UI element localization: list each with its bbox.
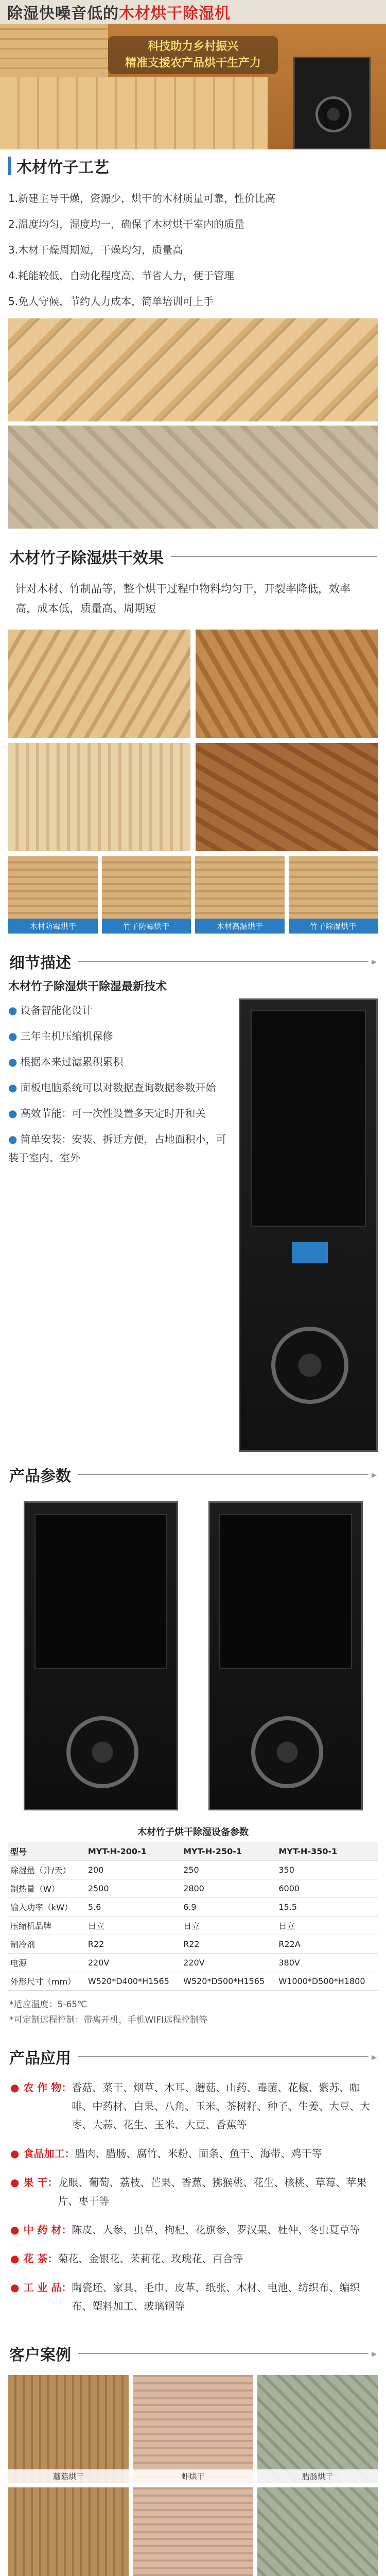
table-row [8, 1879, 378, 1898]
detail-section [0, 978, 386, 1452]
bullet-icon: ● [8, 1056, 17, 1068]
table-cell: 6.9 [181, 1898, 276, 1917]
craft-item: 5.免人守候，节约人力成本，简单培训可上手 [8, 295, 214, 308]
table-header-row [8, 1842, 378, 1861]
product-row [10, 2144, 376, 2163]
table-cell: R22 [86, 1935, 181, 1954]
craft-section [0, 155, 386, 534]
product-category: 果 干： [23, 2176, 58, 2189]
detail-text [8, 978, 234, 1452]
hero-machine-image [293, 57, 371, 149]
case-photo [8, 2375, 129, 2483]
params-notes [0, 1991, 386, 2034]
heading-divider [78, 1474, 369, 1475]
table-cell: 220V [86, 1954, 181, 1972]
table-cell: 15.5 [276, 1898, 378, 1917]
case-label: 虾烘干 [133, 2469, 253, 2483]
machine-panel [251, 1010, 366, 1227]
craft-title: 木材竹子工艺 [16, 159, 109, 177]
detail-machine-image [239, 998, 378, 1452]
table-cell: 日立 [86, 1917, 181, 1935]
product-category: 花 茶： [23, 2252, 58, 2265]
table-cell: 日立 [276, 1917, 378, 1935]
case-photo [133, 2375, 253, 2483]
fan-icon [315, 96, 352, 132]
table-cell: R22 [181, 1935, 276, 1954]
craft-list [8, 185, 378, 314]
products-title: 产品应用 [9, 2049, 71, 2067]
product-items: 腊肉、腊肠、腐竹、米粉、面条、鱼干、海带、鸡干等 [75, 2147, 322, 2160]
product-row [10, 2173, 376, 2210]
table-cell: 除湿量（升/天） [8, 1861, 86, 1879]
product-row [10, 2078, 376, 2134]
effect-photo-grid [0, 624, 386, 856]
bullet-icon: ● [10, 2081, 20, 2094]
effect-thumbs [0, 856, 386, 939]
products-list [0, 2073, 386, 2331]
product-items: 龙眼、葡萄、荔枝、芒果、香蕉、猕猴桃、花生、核桃、草莓、苹果片、枣干等 [58, 2176, 367, 2207]
params-heading [0, 1452, 386, 1491]
detail-point [8, 1104, 234, 1123]
case-photo [257, 2375, 378, 2483]
table-cell: 制冷剂 [8, 1935, 86, 1954]
bullet-icon: ● [8, 1030, 17, 1042]
table-cell: 输入功率（kW） [8, 1898, 86, 1917]
effect-photo [196, 743, 378, 851]
bullet-icon: ● [10, 2224, 20, 2236]
product-category: 农 作 物： [23, 2081, 72, 2094]
detail-title: 细节描述 [9, 954, 71, 972]
hero-slogan [108, 36, 278, 74]
effect-thumb [289, 856, 378, 934]
hero-banner [0, 0, 386, 149]
effect-photo [8, 743, 190, 851]
bullet-icon: ● [10, 2252, 20, 2265]
effect-photo [8, 630, 190, 738]
wood-stack-photo [8, 318, 378, 421]
table-cell: 5.6 [86, 1898, 181, 1917]
effect-title: 木材竹子除湿烘干效果 [9, 549, 164, 567]
table-row [8, 1935, 378, 1954]
table-header: 型号 [8, 1842, 86, 1861]
params-machines [0, 1491, 386, 1821]
effect-thumb [8, 856, 98, 934]
product-items: 菊花、金银花、茉莉花、玫瑰花、百合等 [58, 2252, 243, 2265]
effect-photo [196, 630, 378, 738]
table-row [8, 1898, 378, 1917]
table-cell: 压缩机品牌 [8, 1917, 86, 1935]
table-cell: 电源 [8, 1954, 86, 1972]
fan-icon [66, 1716, 138, 1788]
detail-point-text: 三年主机压缩机保修 [20, 1030, 113, 1042]
table-header: MYT-H-200-1 [86, 1842, 181, 1861]
product-items: 陶瓷坯、家具、毛巾、皮革、纸张、木材、电池、纺织布、编织布、塑料加工、玻璃钢等 [72, 2281, 360, 2312]
product-category: 工 业 品： [23, 2281, 72, 2294]
hero-slogan-line-2: 精准支援农产品烘干生产力 [125, 57, 261, 70]
table-cell: 2500 [86, 1879, 181, 1898]
params-table-title: 木材竹子烘干除湿设备参数 [137, 1827, 249, 1838]
machine-image [208, 1501, 363, 1810]
effect-heading [0, 534, 386, 573]
detail-point-text: 根据本来过滤累积累积 [20, 1056, 124, 1068]
product-items: 香菇、菜干、烟草、木耳、蘑菇、山药、毒菌、花椒、紫苏、咖啡、中药材、白果、八角、玉米、茶树籽、种子、生姜、大豆、大枣、大蒜、花生、玉米、大豆、香蕉等 [72, 2081, 371, 2131]
bullet-icon: ● [8, 1004, 17, 1016]
table-cell: W1000*D500*H1800 [276, 1972, 378, 1991]
table-cell: W520*D400*H1565 [86, 1972, 181, 1991]
table-row [8, 1954, 378, 1972]
arrow-right-icon: ▸ [371, 955, 377, 968]
craft-heading [8, 155, 378, 177]
table-cell: W520*D500*H1565 [181, 1972, 276, 1991]
table-cell: 380V [276, 1954, 378, 1972]
table-cell: 制热量（W） [8, 1879, 86, 1898]
wood-kiln-photo [8, 426, 378, 529]
detail-point [8, 1027, 234, 1045]
bullet-icon: ● [8, 1133, 17, 1145]
params-table [8, 1842, 378, 1991]
hero-title [7, 1, 231, 23]
detail-headline: 木材竹子除湿烘干除湿最新技术 [8, 980, 167, 993]
table-cell: 200 [86, 1861, 181, 1879]
bullet-icon: ● [10, 2147, 20, 2160]
params-title: 产品参数 [9, 1467, 71, 1485]
table-cell: 日立 [181, 1917, 276, 1935]
thumb-label: 木材高温烘干 [195, 919, 285, 934]
bullet-icon: ● [8, 1081, 17, 1094]
case-label: 腊肠烘干 [257, 2469, 378, 2483]
thumb-label: 竹子除湿烘干 [289, 919, 378, 934]
detail-point [8, 1001, 234, 1020]
table-row [8, 1972, 378, 1991]
table-cell: 6000 [276, 1879, 378, 1898]
craft-item: 1.新建主导干燥，资源少，烘干的木材质量可靠，性价比高 [8, 192, 276, 205]
heading-divider [78, 2056, 369, 2057]
arrow-right-icon: ▸ [371, 1468, 377, 1481]
case-label: 蘑菇烘干 [8, 2469, 129, 2483]
detail-heading [0, 939, 386, 978]
detail-point-text: 高效节能：可一次性设置多天定时开和关 [20, 1107, 206, 1120]
bullet-icon: ● [10, 2176, 20, 2189]
thumb-label: 竹子防霉烘干 [102, 919, 191, 934]
hero-slogan-line-1: 科技助力乡村振兴 [147, 40, 238, 53]
detail-point-text: 设备智能化设计 [20, 1004, 93, 1016]
arrow-right-icon: ▸ [371, 2050, 377, 2063]
params-note: *可定制远程控制：带离开机，手机WIFI远程控制等 [9, 2015, 208, 2025]
bullet-icon: ● [8, 1107, 17, 1120]
hero-title-bar [0, 0, 386, 24]
craft-item: 4.耗能较低，自动化程度高，节省人力，便于管理 [8, 269, 235, 282]
effect-thumb [195, 856, 285, 934]
fan-icon [271, 1327, 348, 1404]
cases-heading [0, 2331, 386, 2370]
heading-divider [78, 961, 369, 962]
craft-item: 3.木材干燥周期短，干燥均匀，质量高 [8, 244, 183, 256]
product-row [10, 2249, 376, 2268]
case-photo [8, 2487, 129, 2576]
table-header: MYT-H-350-1 [276, 1842, 378, 1861]
detail-point [8, 1130, 234, 1167]
product-items: 陈皮、人参、虫草、枸杞、花旗参、罗汉果、杜仲、冬虫夏草等 [72, 2224, 360, 2236]
bullet-icon: ● [10, 2281, 20, 2294]
effect-thumb [102, 856, 191, 934]
heading-accent-bar [8, 157, 11, 175]
table-cell: 350 [276, 1861, 378, 1879]
params-note: *适应温度：5-65℃ [9, 1999, 87, 2010]
machine-image [24, 1501, 178, 1810]
detail-point [8, 1078, 234, 1097]
hero-title-prefix: 除湿快噪音低的 [7, 5, 119, 23]
heading-divider [171, 556, 377, 557]
thumb-label: 木材防霉烘干 [8, 919, 98, 934]
table-cell: 外形尺寸（mm） [8, 1972, 86, 1991]
product-row [10, 2278, 376, 2315]
table-cell: R22A [276, 1935, 378, 1954]
craft-item: 2.温度均匀，湿度均一，确保了木材烘干室内的质量 [8, 218, 245, 230]
case-photo [257, 2487, 378, 2576]
effect-description: 针对木材、竹制品等，整个烘干过程中物料均匀干，开裂率降低，效率高，成本低，质量高、周期短 [15, 583, 350, 615]
table-row [8, 1917, 378, 1935]
control-screen [292, 1242, 328, 1263]
product-row [10, 2221, 376, 2239]
cases-grid [0, 2370, 386, 2576]
table-cell: 250 [181, 1861, 276, 1879]
cases-title: 客户案例 [9, 2346, 71, 2364]
hero-wood-planks-image [0, 77, 268, 149]
table-row [8, 1861, 378, 1879]
machine-panel [34, 1514, 167, 1669]
arrow-right-icon: ▸ [371, 2347, 377, 2360]
table-cell: 220V [181, 1954, 276, 1972]
table-header: MYT-H-250-1 [181, 1842, 276, 1861]
detail-point-text: 简单安装：安装、拆迁方便，占地面积小，可装于室内、室外 [8, 1133, 226, 1164]
products-heading [0, 2034, 386, 2073]
heading-divider [78, 2353, 369, 2354]
detail-point [8, 1053, 234, 1071]
case-photo [133, 2487, 253, 2576]
hero-wood-stack-image [0, 24, 108, 77]
product-category: 中 药 材： [23, 2224, 72, 2236]
fan-icon [251, 1716, 323, 1788]
table-cell: 2800 [181, 1879, 276, 1898]
machine-panel [219, 1514, 352, 1669]
hero-title-highlight: 木材烘干除湿机 [119, 5, 231, 23]
product-category: 食品加工： [23, 2147, 75, 2160]
detail-point-text: 面板电脑系统可以对数据查询数据参数开始 [20, 1081, 216, 1094]
